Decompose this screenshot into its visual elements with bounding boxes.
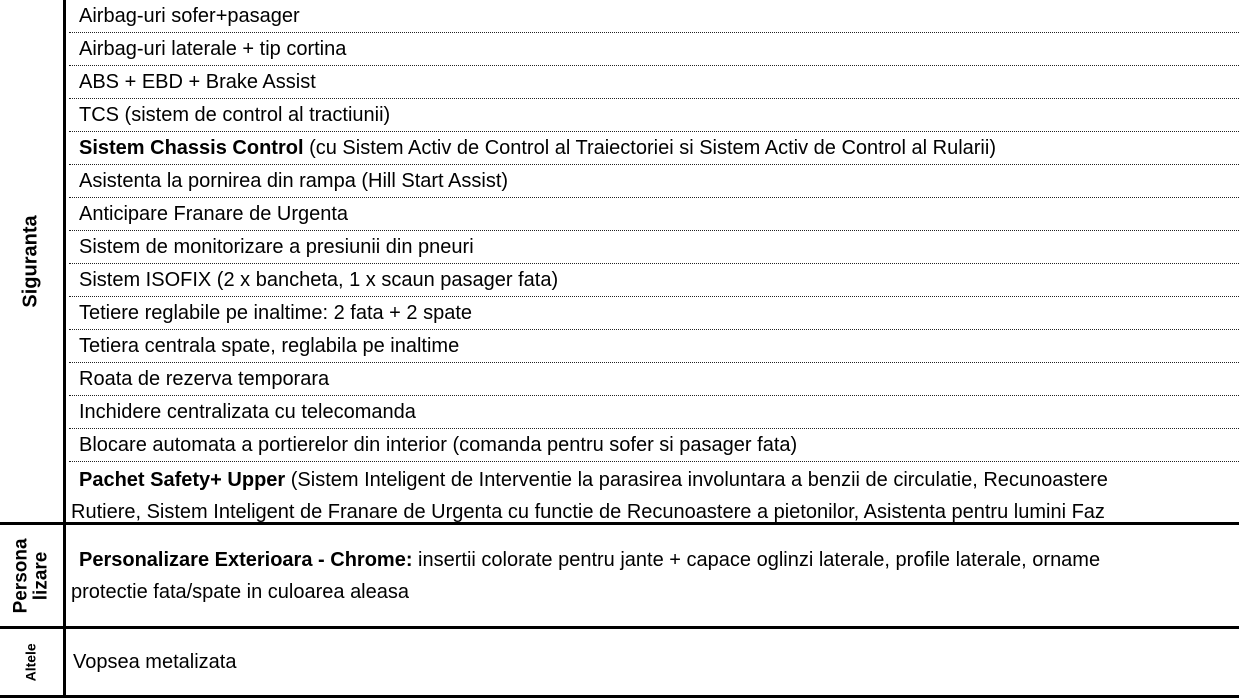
row-text: Sistem de monitorizare a presiunii din pneuri bbox=[79, 235, 474, 258]
personalizare-line2: protectie fata/spate in culoarea aleasa bbox=[71, 581, 409, 603]
row-bold-text: Sistem Chassis Control bbox=[79, 136, 304, 159]
category-personalizare-label bbox=[12, 538, 52, 613]
table-row bbox=[69, 396, 1239, 429]
personalizare-line1 bbox=[79, 544, 1239, 576]
row-text: (cu Sistem Activ de Control al Traiectoriei si Sistem Activ de Control al Rularii) bbox=[303, 136, 996, 159]
row-text: Tetiere reglabile pe inaltime: 2 fata + 2 spate bbox=[79, 301, 473, 324]
category-personalizare-line1: Persona bbox=[10, 538, 32, 613]
table-row bbox=[69, 0, 1239, 33]
row-text: Airbag-uri sofer+pasager bbox=[79, 4, 300, 27]
personalizare-row bbox=[69, 528, 1239, 626]
table-row bbox=[69, 297, 1239, 330]
row-text: Sistem ISOFIX (2 x bancheta, 1 x scaun pasager fata) bbox=[79, 268, 559, 291]
category-altele-label: Altele bbox=[23, 642, 40, 682]
row-text: Blocare automata a portierelor din interior (comanda pentru sofer si pasager fata) bbox=[79, 433, 798, 456]
category-altele bbox=[0, 629, 66, 695]
row-text: Anticipare Franare de Urgenta bbox=[79, 202, 349, 225]
row-text: Asistenta la pornirea din rampa (Hill Start Assist) bbox=[79, 169, 509, 192]
table-row bbox=[69, 165, 1239, 198]
table-row bbox=[69, 363, 1239, 396]
safety-pack-line2: Rutiere, Sistem Inteligent de Franare de Urgenta cu functie de Recunoastere a pietonilor, Asistenta pentru lumini Faz bbox=[71, 501, 1105, 522]
table-row bbox=[69, 198, 1239, 231]
category-personalizare bbox=[0, 525, 66, 626]
personalizare-text1: insertii colorate pentru jante + capace oglinzi laterale, profile laterale, orname bbox=[412, 549, 1101, 571]
table-row bbox=[69, 99, 1239, 132]
safety-pack-text1: (Sistem Inteligent de Interventie la parasirea involuntara a benzii de circulatie, Recunoastere bbox=[285, 469, 1108, 491]
section-divider bbox=[0, 695, 1239, 698]
altele-row bbox=[69, 629, 1239, 695]
row-text: Roata de rezerva temporara bbox=[79, 367, 330, 390]
safety-pack-row bbox=[69, 462, 1239, 522]
personalizare-chrome: Chrome: bbox=[330, 549, 413, 571]
safety-pack-line1 bbox=[79, 464, 1239, 496]
row-text: Inchidere centralizata cu telecomanda bbox=[79, 400, 416, 423]
table-row bbox=[69, 231, 1239, 264]
table-row bbox=[69, 330, 1239, 363]
section-divider bbox=[0, 522, 1239, 525]
category-siguranta bbox=[0, 0, 66, 522]
personalizare-sep: - bbox=[312, 549, 331, 571]
row-text: TCS (sistem de control al tractiunii) bbox=[79, 103, 391, 126]
category-siguranta-label: Siguranta bbox=[20, 214, 42, 308]
personalizare-title: Personalizare Exterioara bbox=[79, 549, 313, 571]
table-row bbox=[69, 429, 1239, 462]
table-row bbox=[69, 264, 1239, 297]
row-text: ABS + EBD + Brake Assist bbox=[79, 70, 316, 93]
safety-pack-title: Pachet Safety+ Upper bbox=[79, 469, 286, 491]
table-row bbox=[69, 66, 1239, 99]
row-text: Vopsea metalizata bbox=[73, 650, 237, 673]
category-personalizare-line2: lizare bbox=[30, 551, 52, 600]
table-row bbox=[69, 132, 1239, 165]
table-row bbox=[69, 33, 1239, 66]
row-text: Airbag-uri laterale + tip cortina bbox=[79, 37, 347, 60]
row-text: Tetiera centrala spate, reglabila pe inaltime bbox=[79, 334, 460, 357]
